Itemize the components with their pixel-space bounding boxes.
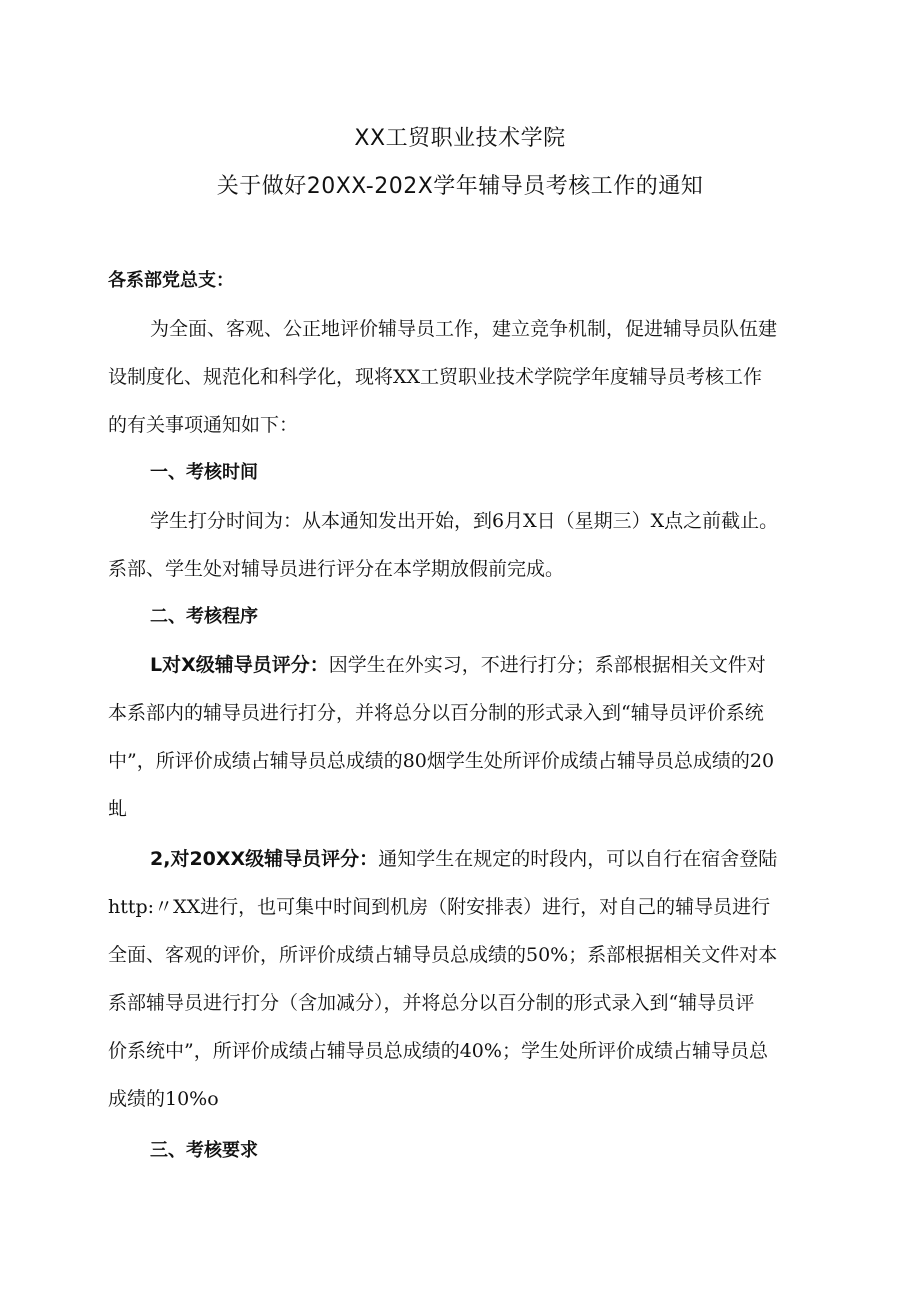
item-1-line-4: 虬 xyxy=(108,798,128,820)
salutation: 各系部党总支： xyxy=(108,270,234,291)
section-1-line-1: 学生打分时间为：从本通知发出开始，到6月X日（星期三）X点之前截止。 xyxy=(150,510,779,532)
item-1-line-3: 中”，所评价成绩占辅导员总成绩的80烟学生处所评价成绩占辅导员总成绩的20 xyxy=(108,750,775,772)
document-title-line-2: 关于做好20XX-202X学年辅导员考核工作的通知 xyxy=(216,174,704,199)
item-2-lead: 2,对20XX级辅导员评分： xyxy=(150,848,379,870)
item-2-line-1 xyxy=(150,846,777,872)
item-1-line-1 xyxy=(150,652,766,678)
item-2-line-4: 系部辅导员进行打分（含加减分），并将总分以百分制的形式录入到“辅导员评 xyxy=(108,992,755,1014)
item-2-line-6: 成绩的10%o xyxy=(108,1088,219,1110)
section-1-heading: 一、考核时间 xyxy=(150,462,258,483)
section-2-heading: 二、考核程序 xyxy=(150,606,258,627)
item-1-lead: L对X级辅导员评分： xyxy=(150,654,329,676)
intro-line-2: 设制度化、规范化和科学化，现将XX工贸职业技术学院学年度辅导员考核工作 xyxy=(108,366,763,388)
item-1-text: 因学生在外实习，不进行打分；系部根据相关文件对 xyxy=(328,654,766,676)
item-2-text: 通知学生在规定的时段内，可以自行在宿舍登陆 xyxy=(378,848,778,870)
item-2-line-5: 价系统中”，所评价成绩占辅导员总成绩的40%；学生处所评价成绩占辅导员总 xyxy=(108,1040,768,1062)
item-2-line-3: 全面、客观的评价，所评价成绩占辅导员总成绩的50%；系部根据相关文件对本 xyxy=(108,944,778,966)
item-1-line-2: 本系部内的辅导员进行打分，并将总分以百分制的形式录入到“辅导员评价系统 xyxy=(108,702,764,724)
section-3-heading: 三、考核要求 xyxy=(150,1140,258,1161)
section-1-line-2: 系部、学生处对辅导员进行评分在本学期放假前完成。 xyxy=(108,558,565,580)
item-2-line-2: http:〃XX进行，也可集中时间到机房（附安排表）进行，对自己的辅导员进行 xyxy=(108,896,771,918)
intro-line-1: 为全面、客观、公正地评价辅导员工作，建立竞争机制，促进辅导员队伍建 xyxy=(150,318,778,340)
intro-line-3: 的有关事项通知如下： xyxy=(108,414,299,436)
document-title-line-1: XX工贸职业技术学院 xyxy=(354,126,566,151)
